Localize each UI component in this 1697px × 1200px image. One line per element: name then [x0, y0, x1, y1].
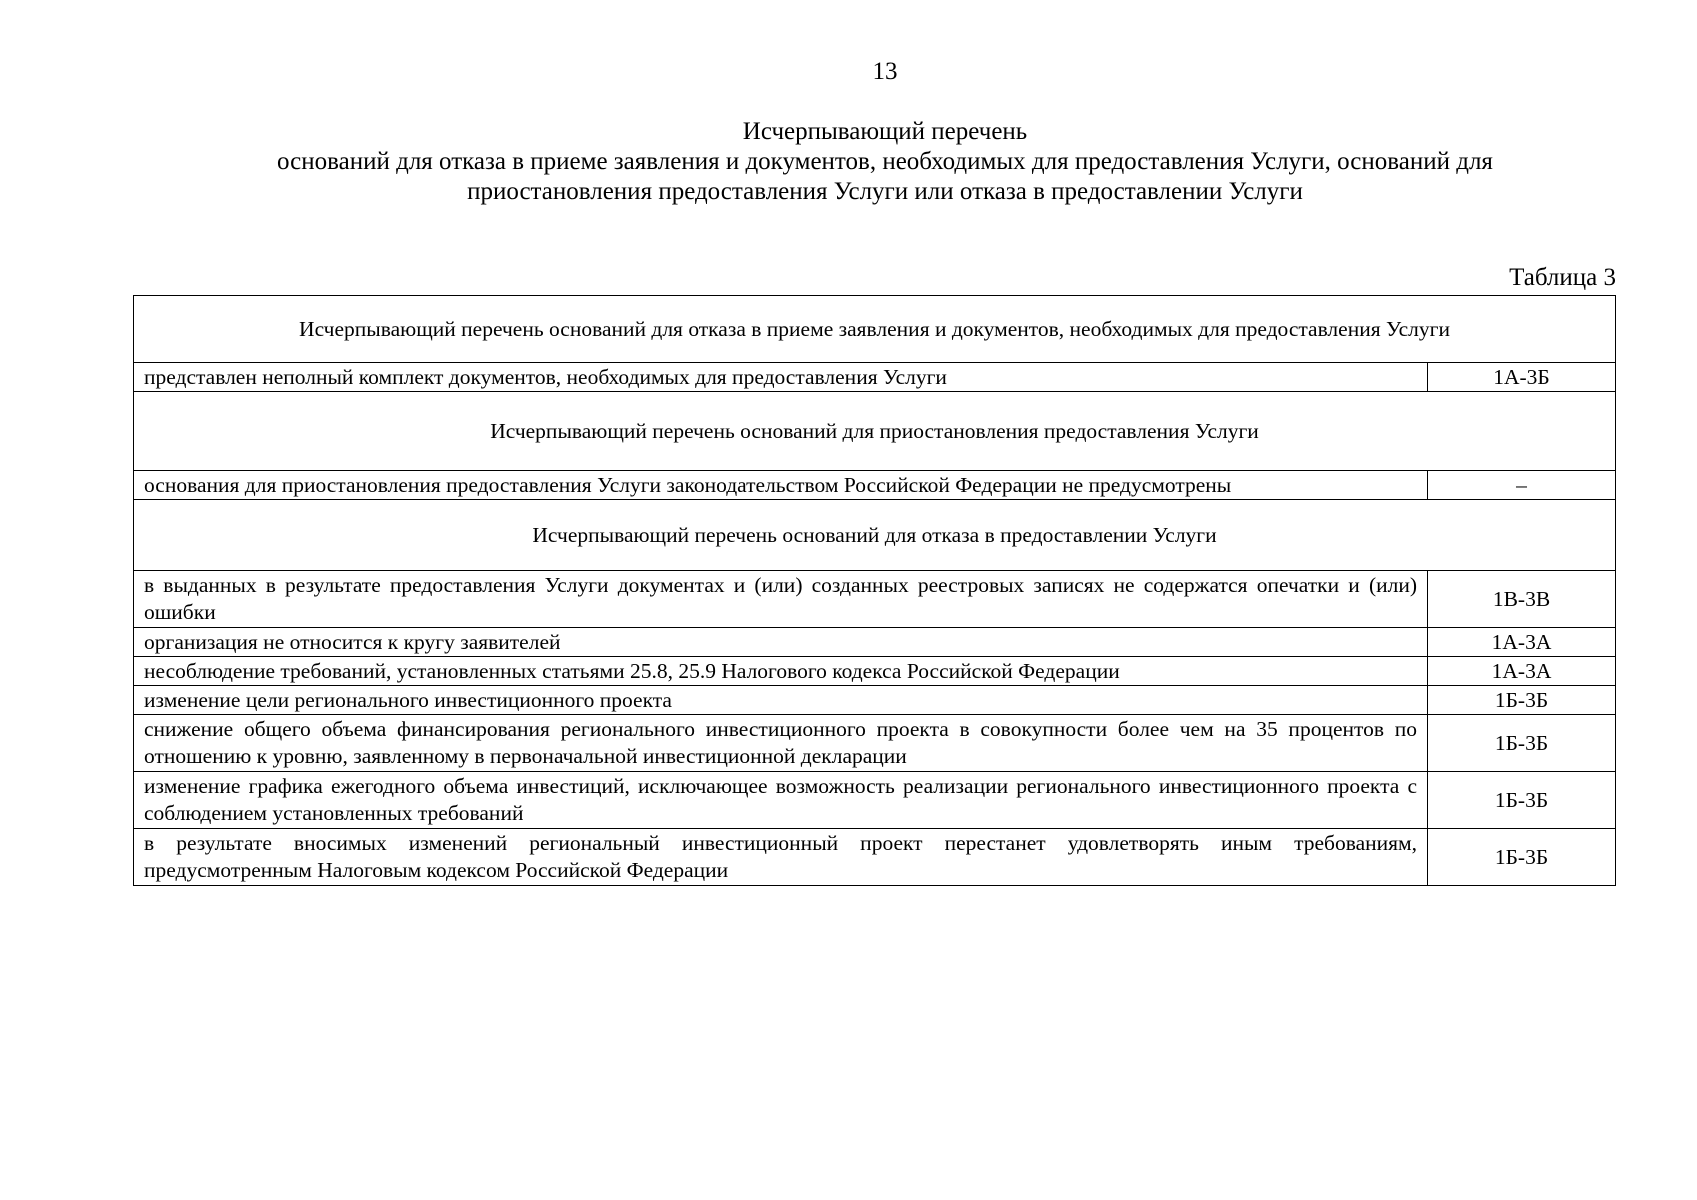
- reason-cell: в выданных в результате предоставления Услуги документах и (или) созданных реестровых записях не содержатся опечатки и (или) ошибки: [134, 571, 1428, 628]
- reason-cell: изменение цели регионального инвестиционного проекта: [134, 686, 1428, 715]
- reason-cell: организация не относится к кругу заявителей: [134, 628, 1428, 657]
- code-cell: 1Б-3Б: [1428, 686, 1616, 715]
- table-row: [134, 715, 1616, 772]
- table-row: [134, 571, 1616, 628]
- code-cell: 1А-3Б: [1428, 363, 1616, 392]
- table-row: [134, 772, 1616, 829]
- table-row: [134, 628, 1616, 657]
- section-title: Исчерпывающий перечень оснований для приостановления предоставления Услуги: [134, 392, 1616, 471]
- code-cell: –: [1428, 471, 1616, 500]
- heading-line-3: приостановления предоставления Услуги или отказа в предоставлении Услуги: [467, 178, 1303, 205]
- code-cell: 1Б-3Б: [1428, 829, 1616, 886]
- reason-cell: основания для приостановления предоставления Услуги законодательством Российской Федерации не предусмотрены: [134, 471, 1428, 500]
- reason-cell: в результате вносимых изменений региональный инвестиционный проект перестанет удовлетворять иным требованиям, предусмотренным Налоговым кодексом Российской Федерации: [134, 829, 1428, 886]
- table-row: [134, 363, 1616, 392]
- section-header-row: [134, 296, 1616, 363]
- section-title: Исчерпывающий перечень оснований для отказа в приеме заявления и документов, необходимых для предоставления Услуги: [134, 296, 1616, 363]
- section-header-row: [134, 500, 1616, 571]
- table-row: [134, 471, 1616, 500]
- document-heading: [185, 117, 1585, 207]
- code-cell: 1Б-3Б: [1428, 715, 1616, 772]
- code-cell: 1В-3В: [1428, 571, 1616, 628]
- reason-cell: представлен неполный комплект документов, необходимых для предоставления Услуги: [134, 363, 1428, 392]
- section-title: Исчерпывающий перечень оснований для отказа в предоставлении Услуги: [134, 500, 1616, 571]
- grounds-table: [133, 295, 1616, 886]
- reason-cell: изменение графика ежегодного объема инвестиций, исключающее возможность реализации регионального инвестиционного проекта с соблюдением установленных требований: [134, 772, 1428, 829]
- table-row: [134, 829, 1616, 886]
- page-number: 13: [872, 58, 898, 85]
- table-caption: Таблица 3: [1509, 264, 1616, 291]
- code-cell: 1А-3А: [1428, 657, 1616, 686]
- heading-line-1: Исчерпывающий перечень: [742, 118, 1028, 145]
- reason-cell: несоблюдение требований, установленных статьями 25.8, 25.9 Налогового кодекса Российской Федерации: [134, 657, 1428, 686]
- table-row: [134, 657, 1616, 686]
- section-header-row: [134, 392, 1616, 471]
- code-cell: 1Б-3Б: [1428, 772, 1616, 829]
- reason-cell: снижение общего объема финансирования регионального инвестиционного проекта в совокупности более чем на 35 процентов по отношению к уровню, заявленному в первоначальной инвестиционной декларации: [134, 715, 1428, 772]
- heading-line-2: оснований для отказа в приеме заявления и документов, необходимых для предоставления Услуги, оснований для: [277, 148, 1493, 175]
- code-cell: 1А-3А: [1428, 628, 1616, 657]
- table-row: [134, 686, 1616, 715]
